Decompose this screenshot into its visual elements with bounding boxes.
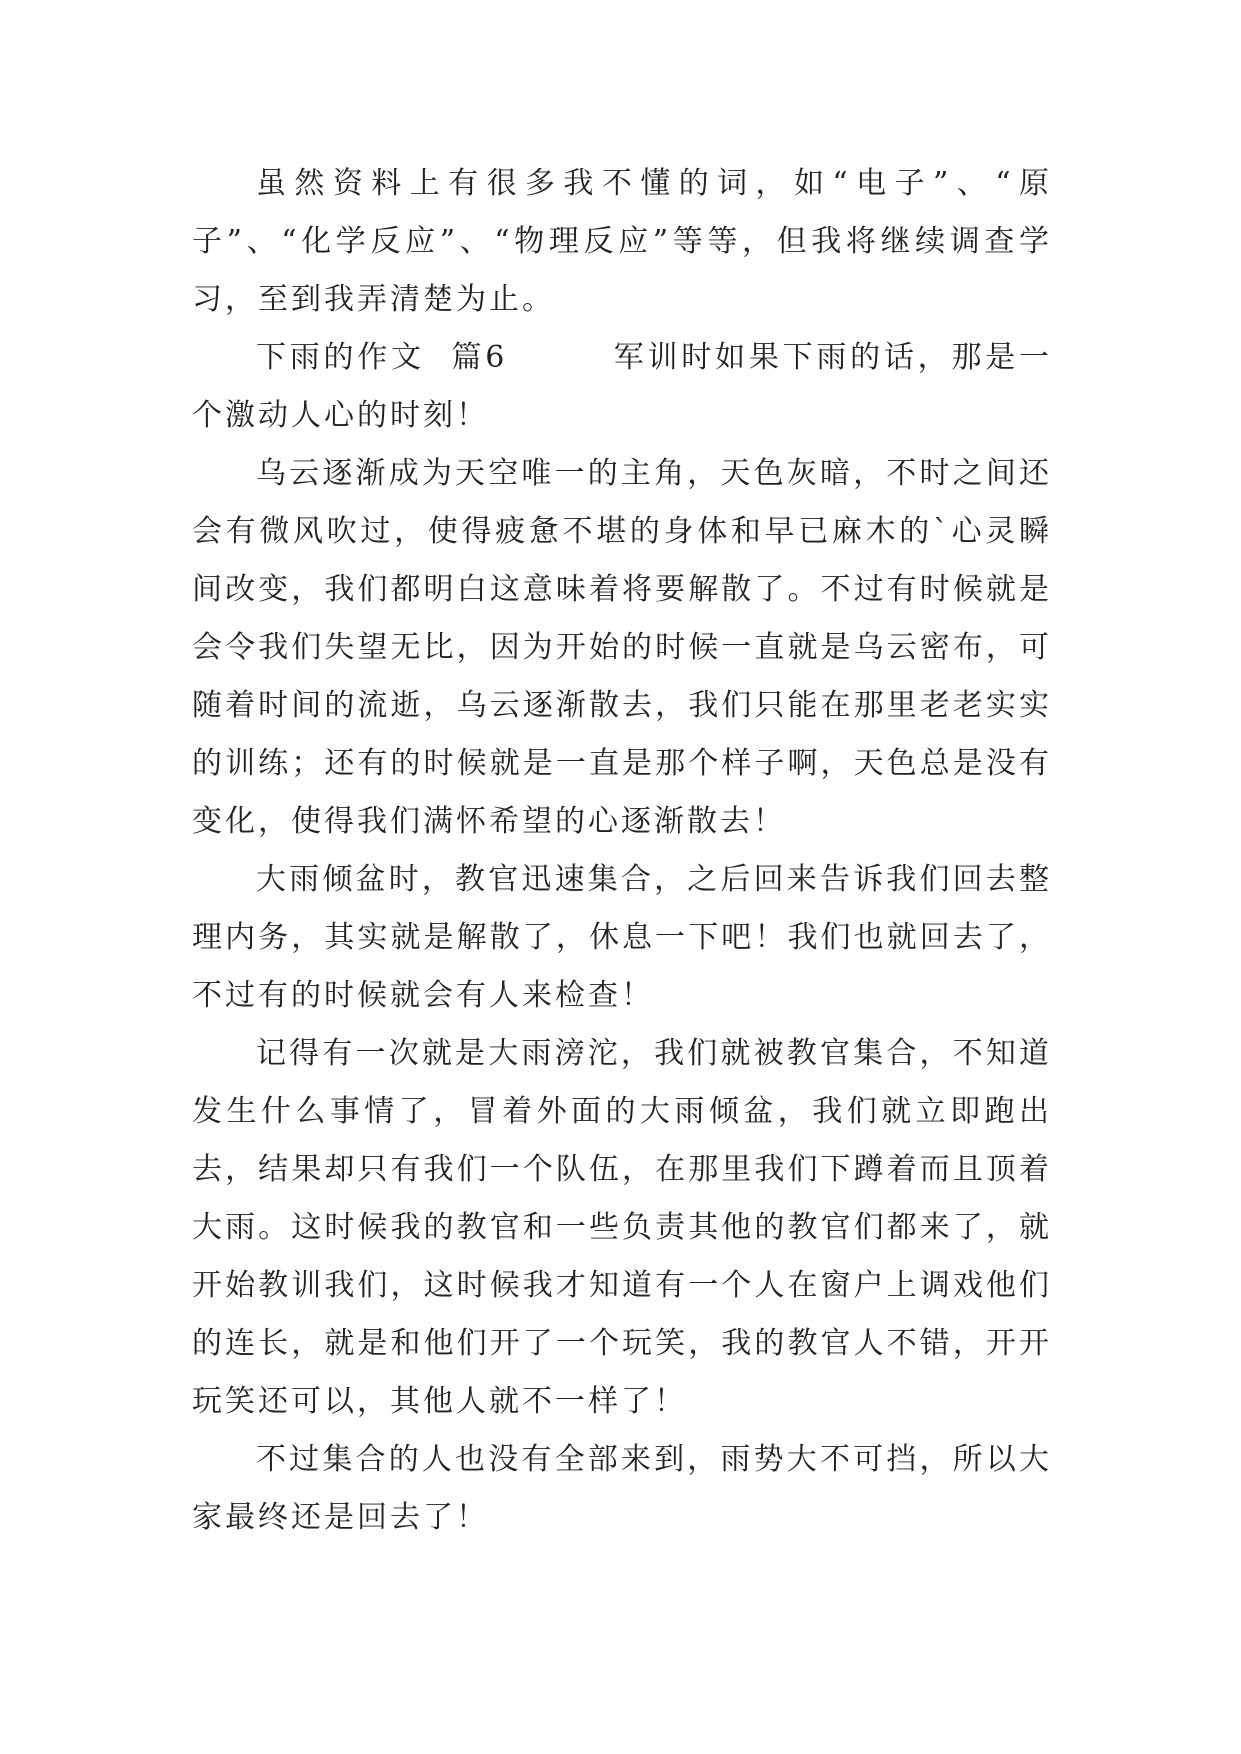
paragraph: 大雨倾盆时，教官迅速集合，之后回来告诉我们回去整理内务，其实就是解散了，休息一下吧！我们也就回去了，不过有的时候就会有人来检查！ xyxy=(192,862,1052,1013)
document-body xyxy=(192,155,1052,1547)
paragraph: 记得有一次就是大雨滂沱，我们就被教官集合，不知道发生什么事情了，冒着外面的大雨倾盆，我们就立即跑出去，结果却只有我们一个队伍，在那里我们下蹲着而且顶着大雨。这时候我的教官和一些负责其他的教官们都来了，就开始教训我们，这时候我才知道有一个人在窗户上调戏他们的连长，就是和他们开了一个玩笑，我的教官人不错，开开玩笑还可以，其他人就不一样了！ xyxy=(192,1036,1052,1419)
paragraph: 不过集合的人也没有全部来到，雨势大不可挡，所以大家最终还是回去了！ xyxy=(192,1442,1052,1535)
paragraph: 虽然资料上有很多我不懂的词，如“电子”、“原子”、“化学反应”、“物理反应”等等，但我将继续调查学习，至到我弄清楚为止。 xyxy=(192,166,1052,317)
paragraph: 乌云逐渐成为天空唯一的主角，天色灰暗，不时之间还会有微风吹过，使得疲惫不堪的身体和早已麻木的`心灵瞬间改变，我们都明白这意味着将要解散了。不过有时候就是会令我们失望无比，因为开始的时候一直就是乌云密布，可随着时间的流逝，乌云逐渐散去，我们只能在那里老老实实的训练；还有的时候就是一直是那个样子啊，天色总是没有变化，使得我们满怀希望的心逐渐散去！ xyxy=(192,456,1052,839)
paragraph-heading-essay-6: 下雨的作文 篇6 军训时如果下雨的话，那是一个激动人心的时刻！ xyxy=(192,340,1052,433)
